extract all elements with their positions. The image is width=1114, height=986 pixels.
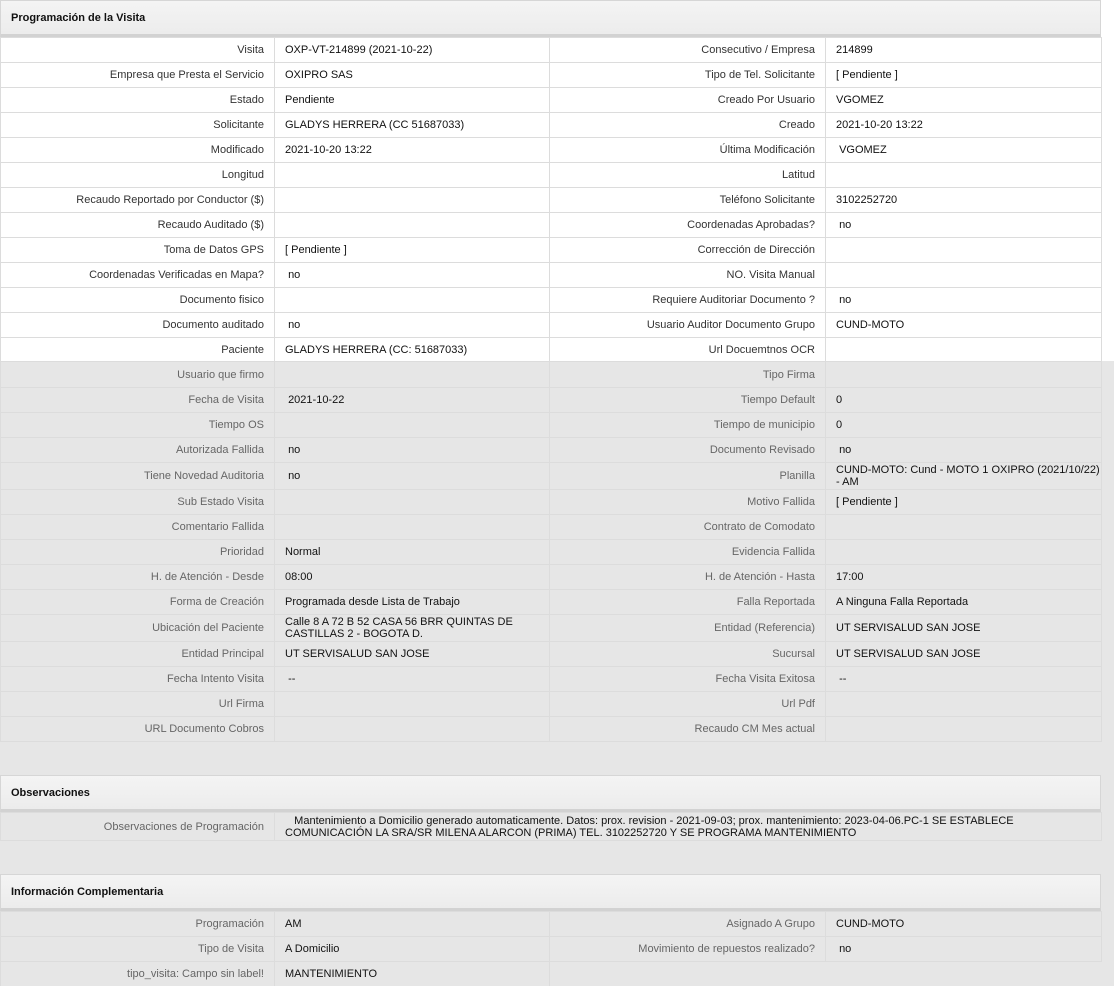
value-h-de-atencion-hasta: 17:00 <box>826 565 1102 590</box>
label-recaudo-auditado: Recaudo Auditado ($) <box>1 213 275 238</box>
label-movimiento-de-repuestos-realizado: Movimiento de repuestos realizado? <box>550 937 826 962</box>
table-row <box>1 388 1102 413</box>
label-fecha-de-visita: Fecha de Visita <box>1 388 275 413</box>
value-prioridad: Normal <box>275 540 550 565</box>
value-toma-de-datos-gps: [ Pendiente ] <box>275 238 550 263</box>
value-tipo-de-visita: A Domicilio <box>275 937 550 962</box>
value-url-docuemtnos-ocr <box>826 338 1102 362</box>
label-programacion: Programación <box>1 912 275 937</box>
label-documento-auditado: Documento auditado <box>1 313 275 338</box>
table-row <box>1 937 1102 962</box>
value-entidad-principal: UT SERVISALUD SAN JOSE <box>275 642 550 667</box>
label-coordenadas-aprobadas: Coordenadas Aprobadas? <box>550 213 826 238</box>
section-title: Programación de la Visita <box>11 11 146 24</box>
label-longitud: Longitud <box>1 163 275 188</box>
programacion-table <box>0 37 1102 742</box>
value-autorizada-fallida: no <box>275 438 550 463</box>
label-forma-de-creacion: Forma de Creación <box>1 590 275 615</box>
label-tipo-de-tel-solicitante: Tipo de Tel. Solicitante <box>550 63 826 88</box>
table-row <box>1 590 1102 615</box>
value-correccion-de-direccion <box>826 238 1102 263</box>
value-tiene-novedad-auditoria: no <box>275 463 550 490</box>
label-solicitante: Solicitante <box>1 113 275 138</box>
value-coordenadas-aprobadas: no <box>826 213 1102 238</box>
value-empty <box>826 962 1102 986</box>
label-tipo-visita-campo-sin-label: tipo_visita: Campo sin label! <box>1 962 275 986</box>
value-consecutivo-empresa: 214899 <box>826 38 1102 63</box>
table-row <box>1 288 1102 313</box>
value-h-de-atencion-desde: 08:00 <box>275 565 550 590</box>
observaciones-table <box>0 812 1102 841</box>
label-ubicacion-del-paciente: Ubicación del Paciente <box>1 615 275 642</box>
value-estado: Pendiente <box>275 88 550 113</box>
label-recaudo-reportado-por-conductor: Recaudo Reportado por Conductor ($) <box>1 188 275 213</box>
value-fecha-de-visita: 2021-10-22 <box>275 388 550 413</box>
label-toma-de-datos-gps: Toma de Datos GPS <box>1 238 275 263</box>
label-url-pdf: Url Pdf <box>550 692 826 717</box>
value-recaudo-auditado <box>275 213 550 238</box>
value-documento-auditado: no <box>275 313 550 338</box>
label-modificado: Modificado <box>1 138 275 163</box>
value-requiere-auditoriar-documento: no <box>826 288 1102 313</box>
value-fecha-intento-visita: -- <box>275 667 550 692</box>
label-coordenadas-verificadas-en-mapa: Coordenadas Verificadas en Mapa? <box>1 263 275 288</box>
label-entidad-referencia: Entidad (Referencia) <box>550 615 826 642</box>
label-contrato-de-comodato: Contrato de Comodato <box>550 515 826 540</box>
value-tiempo-default: 0 <box>826 388 1102 413</box>
value-latitud <box>826 163 1102 188</box>
label-fecha-visita-exitosa: Fecha Visita Exitosa <box>550 667 826 692</box>
value-documento-fisico <box>275 288 550 313</box>
label-h-de-atencion-hasta: H. de Atención - Hasta <box>550 565 826 590</box>
value-motivo-fallida: [ Pendiente ] <box>826 490 1102 515</box>
value-comentario-fallida <box>275 515 550 540</box>
value-coordenadas-verificadas-en-mapa: no <box>275 263 550 288</box>
table-row <box>1 490 1102 515</box>
label-visita: Visita <box>1 38 275 63</box>
label-falla-reportada: Falla Reportada <box>550 590 826 615</box>
table-row <box>1 238 1102 263</box>
value-tipo-de-tel-solicitante: [ Pendiente ] <box>826 63 1102 88</box>
table-row <box>1 813 1102 841</box>
value-creado: 2021-10-20 13:22 <box>826 113 1102 138</box>
label-autorizada-fallida: Autorizada Fallida <box>1 438 275 463</box>
label-documento-revisado: Documento Revisado <box>550 438 826 463</box>
table-row <box>1 63 1102 88</box>
table-row <box>1 88 1102 113</box>
table-row <box>1 540 1102 565</box>
section-header-complementaria <box>0 874 1101 911</box>
value-asignado-a-grupo: CUND-MOTO <box>826 912 1102 937</box>
value-tiempo-de-municipio: 0 <box>826 413 1102 438</box>
table-row <box>1 515 1102 540</box>
value-url-documento-cobros <box>275 717 550 742</box>
label-paciente: Paciente <box>1 338 275 362</box>
value-tiempo-os <box>275 413 550 438</box>
label-sucursal: Sucursal <box>550 642 826 667</box>
value-recaudo-reportado-por-conductor <box>275 188 550 213</box>
section-title: Observaciones <box>11 786 90 799</box>
value-longitud <box>275 163 550 188</box>
table-row <box>1 338 1102 362</box>
value-tipo-visita-campo-sin-label: MANTENIMIENTO <box>275 962 550 986</box>
table-row <box>1 362 1102 388</box>
label-planilla: Planilla <box>550 463 826 490</box>
table-row <box>1 717 1102 742</box>
label-sub-estado-visita: Sub Estado Visita <box>1 490 275 515</box>
label-empty <box>550 962 826 986</box>
label-prioridad: Prioridad <box>1 540 275 565</box>
observaciones-label: Observaciones de Programación <box>1 813 275 841</box>
value-evidencia-fallida <box>826 540 1102 565</box>
label-consecutivo-empresa: Consecutivo / Empresa <box>550 38 826 63</box>
value-sucursal: UT SERVISALUD SAN JOSE <box>826 642 1102 667</box>
label-tiempo-de-municipio: Tiempo de municipio <box>550 413 826 438</box>
table-row <box>1 138 1102 163</box>
value-tipo-firma <box>826 362 1102 388</box>
label-comentario-fallida: Comentario Fallida <box>1 515 275 540</box>
table-row <box>1 642 1102 667</box>
label-motivo-fallida: Motivo Fallida <box>550 490 826 515</box>
value-visita: OXP-VT-214899 (2021-10-22) <box>275 38 550 63</box>
label-estado: Estado <box>1 88 275 113</box>
value-contrato-de-comodato <box>826 515 1102 540</box>
label-url-firma: Url Firma <box>1 692 275 717</box>
label-tipo-firma: Tipo Firma <box>550 362 826 388</box>
table-row <box>1 463 1102 490</box>
value-url-firma <box>275 692 550 717</box>
label-usuario-auditor-documento-grupo: Usuario Auditor Documento Grupo <box>550 313 826 338</box>
table-row <box>1 163 1102 188</box>
value-telefono-solicitante: 3102252720 <box>826 188 1102 213</box>
value-recaudo-cm-mes-actual <box>826 717 1102 742</box>
value-modificado: 2021-10-20 13:22 <box>275 138 550 163</box>
label-tiene-novedad-auditoria: Tiene Novedad Auditoria <box>1 463 275 490</box>
label-creado-por-usuario: Creado Por Usuario <box>550 88 826 113</box>
value-usuario-auditor-documento-grupo: CUND-MOTO <box>826 313 1102 338</box>
value-forma-de-creacion: Programada desde Lista de Trabajo <box>275 590 550 615</box>
label-correccion-de-direccion: Corrección de Dirección <box>550 238 826 263</box>
label-url-documento-cobros: URL Documento Cobros <box>1 717 275 742</box>
label-creado: Creado <box>550 113 826 138</box>
table-row <box>1 565 1102 590</box>
value-usuario-que-firmo <box>275 362 550 388</box>
label-url-docuemtnos-ocr: Url Docuemtnos OCR <box>550 338 826 362</box>
table-row <box>1 438 1102 463</box>
table-row <box>1 962 1102 986</box>
label-telefono-solicitante: Teléfono Solicitante <box>550 188 826 213</box>
label-h-de-atencion-desde: H. de Atención - Desde <box>1 565 275 590</box>
table-row <box>1 213 1102 238</box>
value-solicitante: GLADYS HERRERA (CC 51687033) <box>275 113 550 138</box>
table-row <box>1 912 1102 937</box>
value-sub-estado-visita <box>275 490 550 515</box>
complementaria-table <box>0 911 1102 986</box>
table-row <box>1 188 1102 213</box>
table-row <box>1 313 1102 338</box>
value-creado-por-usuario: VGOMEZ <box>826 88 1102 113</box>
table-row <box>1 615 1102 642</box>
label-tiempo-default: Tiempo Default <box>550 388 826 413</box>
value-entidad-referencia: UT SERVISALUD SAN JOSE <box>826 615 1102 642</box>
value-url-pdf <box>826 692 1102 717</box>
label-ultima-modificacion: Última Modificación <box>550 138 826 163</box>
value-documento-revisado: no <box>826 438 1102 463</box>
value-empresa-que-presta-el-servicio: OXIPRO SAS <box>275 63 550 88</box>
label-evidencia-fallida: Evidencia Fallida <box>550 540 826 565</box>
value-ubicacion-del-paciente: Calle 8 A 72 B 52 CASA 56 BRR QUINTAS DE CASTILLAS 2 - BOGOTA D. <box>275 615 550 642</box>
label-requiere-auditoriar-documento: Requiere Auditoriar Documento ? <box>550 288 826 313</box>
value-paciente: GLADYS HERRERA (CC: 51687033) <box>275 338 550 362</box>
label-asignado-a-grupo: Asignado A Grupo <box>550 912 826 937</box>
table-row <box>1 113 1102 138</box>
observaciones-value: Mantenimiento a Domicilio generado automaticamente. Datos: prox. revision - 2021-09-03; prox. mantenimiento: 2023-04-06.PC-1 SE ESTABLECE COMUNICACIÓN LA SRA/SR MILENA ALARCON (PRIMA) TEL. 3102252720 Y SE PROGRAMA MANTENIMIENTO <box>275 813 1102 841</box>
value-ultima-modificacion: VGOMEZ <box>826 138 1102 163</box>
label-tiempo-os: Tiempo OS <box>1 413 275 438</box>
section-header-observaciones <box>0 775 1101 812</box>
table-row <box>1 38 1102 63</box>
table-row <box>1 413 1102 438</box>
label-tipo-de-visita: Tipo de Visita <box>1 937 275 962</box>
value-programacion: AM <box>275 912 550 937</box>
table-row <box>1 263 1102 288</box>
label-no-visita-manual: NO. Visita Manual <box>550 263 826 288</box>
label-latitud: Latitud <box>550 163 826 188</box>
value-fecha-visita-exitosa: -- <box>826 667 1102 692</box>
section-title: Información Complementaria <box>11 885 164 898</box>
value-falla-reportada: A Ninguna Falla Reportada <box>826 590 1102 615</box>
label-recaudo-cm-mes-actual: Recaudo CM Mes actual <box>550 717 826 742</box>
table-row <box>1 692 1102 717</box>
label-fecha-intento-visita: Fecha Intento Visita <box>1 667 275 692</box>
label-entidad-principal: Entidad Principal <box>1 642 275 667</box>
value-movimiento-de-repuestos-realizado: no <box>826 937 1102 962</box>
label-empresa-que-presta-el-servicio: Empresa que Presta el Servicio <box>1 63 275 88</box>
label-documento-fisico: Documento fisico <box>1 288 275 313</box>
label-usuario-que-firmo: Usuario que firmo <box>1 362 275 388</box>
value-no-visita-manual <box>826 263 1102 288</box>
value-planilla: CUND-MOTO: Cund - MOTO 1 OXIPRO (2021/10/22) - AM <box>826 463 1102 490</box>
table-row <box>1 667 1102 692</box>
section-header-programacion <box>0 0 1101 37</box>
